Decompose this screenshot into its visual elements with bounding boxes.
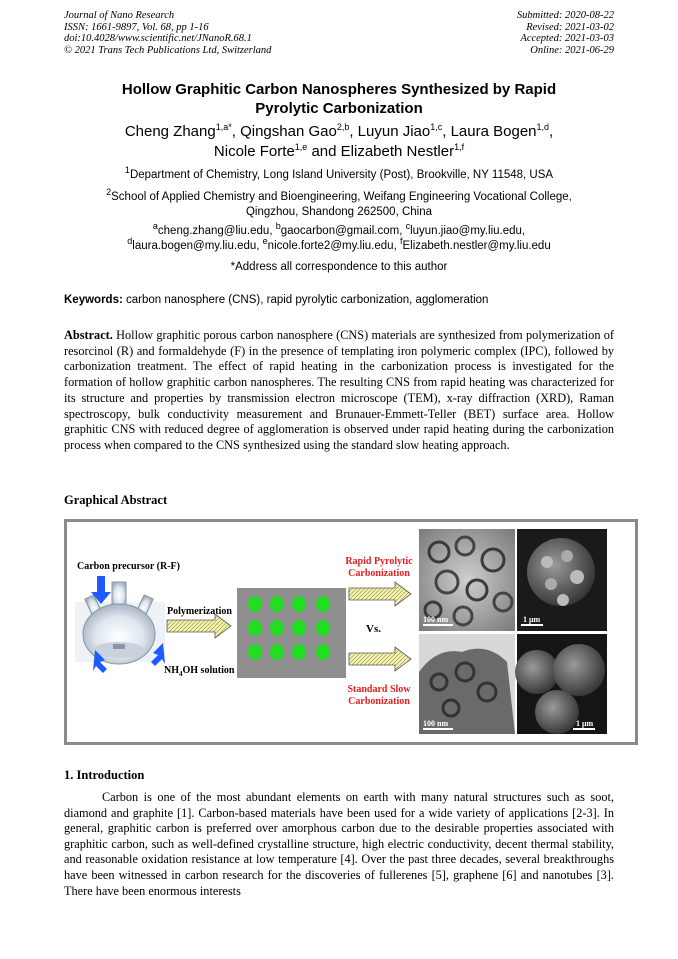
- email-link[interactable]: cheng.zhang@liu.edu: [157, 225, 270, 237]
- author-affiliation-mark: 1,d: [536, 122, 550, 132]
- email-link[interactable]: gaocarbon@gmail.com: [280, 225, 400, 237]
- polymerization-label: Polymerization: [167, 606, 232, 617]
- author-list: Cheng Zhang$^{1,a*}$, Qingshan Gao$^{2,b}$, Luyun Jiao$^{1,c}$, Laura Bogen$^{1,d}$, Nicole Forte$^{1,e}$ and Elizabeth Nestler$^{1,f}$: [124, 122, 554, 160]
- author-name: Cheng Zhang: [124, 123, 216, 140]
- email-list: $^a$cheng.zhang@liu.edu, $^b$gaocarbon@gmail.com, $^c$luyun.jiao@my.liu.edu, $^d$laura.bogen@my.liu.edu, $^e$nicole.forte2@my.liu.edu, $^f$Elizabeth.nestler@my.liu.edu: [127, 221, 551, 252]
- author-affiliation-mark: 1,c: [430, 122, 443, 132]
- author-name: Laura Bogen: [450, 123, 537, 140]
- affiliation-2: $^2$School of Applied Chemistry and Bioengineering, Weifang Engineering Vocational College, Qingzhou, Shandong 262500, China: [106, 187, 572, 218]
- graphical-abstract-figure: [64, 519, 638, 745]
- title-line-2: Pyrolytic Carbonization: [255, 100, 423, 117]
- author-affiliation-mark: 1,f: [454, 142, 465, 152]
- journal-info: [64, 10, 271, 56]
- graphical-abstract-graphic: [67, 522, 635, 742]
- date-online: Online: 2021-06-29: [530, 44, 614, 56]
- title-line-1: Hollow Graphitic Carbon Nanospheres Synthesized by Rapid: [121, 81, 557, 98]
- keywords-label: Keywords:: [64, 294, 123, 306]
- carbon-precursor-label: Carbon precursor (R-F): [77, 561, 180, 572]
- author-name: Luyun Jiao: [357, 123, 431, 140]
- abstract: [64, 328, 614, 454]
- email-link[interactable]: laura.bogen@my.liu.edu: [132, 240, 257, 252]
- rapid-carbonization-arrow: [349, 582, 411, 606]
- keywords-text: carbon nanosphere (CNS), rapid pyrolytic carbonization, agglomeration: [126, 294, 489, 306]
- scale-bar-label: 1 μm: [523, 615, 541, 624]
- email-link[interactable]: luyun.jiao@my.liu.edu: [410, 225, 522, 237]
- introduction-heading: 1. Introduction: [64, 768, 145, 782]
- keywords: [64, 294, 614, 306]
- author-name: Nicole Forte: [213, 143, 295, 160]
- rapid-pyrolytic-label: Rapid Pyrolytic Carbonization: [345, 556, 413, 579]
- scale-bar-label: 100 nm: [423, 615, 449, 624]
- email-link[interactable]: Elizabeth.nestler@my.liu.edu: [402, 240, 551, 252]
- author-name: Qingshan Gao: [240, 123, 337, 140]
- date-revised: Revised: 2021-03-02: [526, 21, 614, 33]
- author-affiliation-mark: 2,b: [336, 122, 350, 132]
- journal-copyright: © 2021 Trans Tech Publications Ltd, Switzerland: [64, 44, 272, 56]
- submission-dates: [517, 10, 614, 56]
- journal-doi[interactable]: doi:10.4028/www.scientific.net/JNanoR.68.1: [64, 33, 252, 44]
- standard-slow-label: Standard Slow Carbonization: [347, 684, 411, 707]
- graphical-abstract-heading: Graphical Abstract: [64, 493, 168, 507]
- introduction-text: Carbon is one of the most abundant elements on earth with many natural structures such as soot, diamond and graphite [1]. Carbon-based materials have been used for a wide variety of applications [2-3]. In general, graphitic carbon is preferred over amorphous carbon due to the desirable properties associated with graphitic carbon, such as well-defined crystalline structure, high electric conductivity, decent thermal stability, and reasonable oxidation resistance at low temperature [4]. Over the past three decades, several breakthroughs have been witnessed in carbon research for the discoveries of fullerenes [5], graphene [6] and nanotubes [3]. There have been enormous interests: [64, 790, 614, 898]
- journal-header: [64, 10, 614, 66]
- flask-illustration: [75, 582, 165, 664]
- nh4oh-label: $NH_4OH$ solution: [164, 665, 235, 678]
- abstract-text: Hollow graphitic porous carbon nanosphere (CNS) materials are synthesized from polymerization of resorcinol (R) and formaldehyde (F) in the presence of templating iron polymeric complex (IPC), followed by carbonization treatment. The effect of rapid heating in the carbonization process is investigated for the formation of hollow graphitic carbon nanospheres. The resulting CNS from rapid heating was characterized for its structure and properties by transmission electron microscope (TEM), x-ray diffraction (XRD), Raman spectroscopy, bulk conductivity measurement and Brunauer-Emmett-Teller (BET) surface area. Hollow graphitic CNS with reduced degree of agglomeration is observed under rapid heating during the carbonization process when compared to the CNS synthesized using the standard slow heating approach.: [64, 328, 614, 452]
- author-affiliation-mark: 1,a*: [215, 122, 232, 132]
- polymerization-arrow: [167, 614, 231, 638]
- email-link[interactable]: nicole.forte2@my.liu.edu: [267, 240, 394, 252]
- author-affiliation-mark: 1,e: [294, 142, 308, 152]
- abstract-label: Abstract.: [64, 328, 113, 342]
- date-accepted: Accepted: 2021-03-03: [520, 33, 614, 44]
- affiliation-1: $^1$Department of Chemistry, Long Island University (Post), Brookville, NY 11548, USA: [124, 165, 554, 181]
- date-submitted: Submitted: 2020-08-22: [516, 10, 614, 21]
- slow-carbonization-arrow: [349, 647, 411, 671]
- versus-label: Vs.: [366, 623, 381, 635]
- scale-bar-label: 100 nm: [423, 719, 449, 728]
- correspondence-note: *Address all correspondence to this author: [230, 261, 448, 273]
- author-name: Elizabeth Nestler: [340, 143, 455, 160]
- journal-issn: ISSN: 1661-9897, Vol. 68, pp 1-16: [64, 21, 209, 33]
- journal-name: Journal of Nano Research: [64, 10, 175, 21]
- paper-title: [64, 80, 614, 118]
- scale-bar-label: 1 μm: [576, 719, 594, 728]
